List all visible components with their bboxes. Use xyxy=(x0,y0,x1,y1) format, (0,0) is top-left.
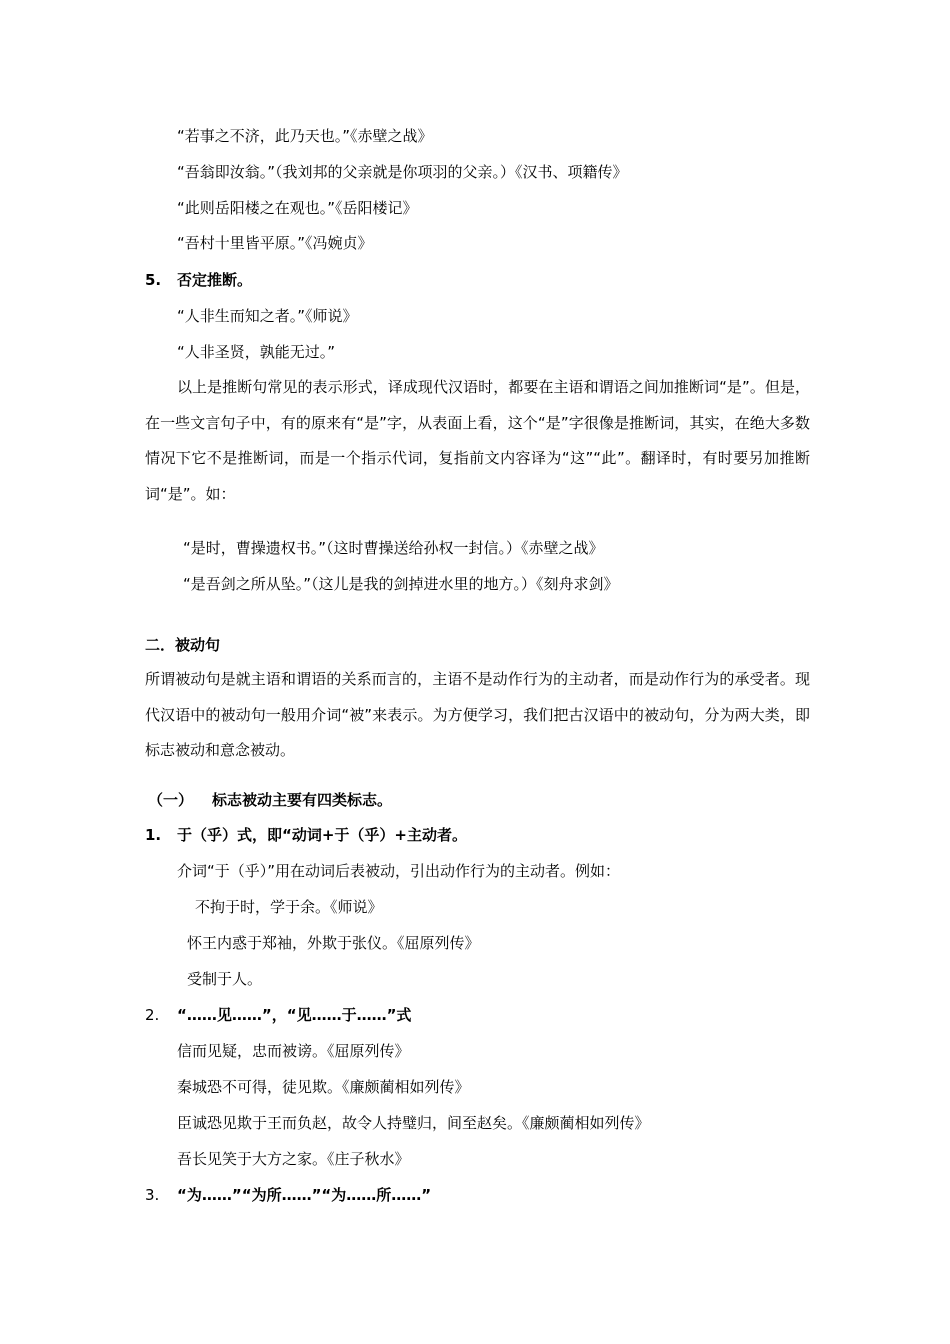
list-number: 1. xyxy=(145,826,162,844)
list-number: 5. xyxy=(145,271,162,289)
example-line: 信而见疑，忠而被谤。《屈原列传》 xyxy=(177,1042,410,1060)
quote-line: “人非圣贤，孰能无过。” xyxy=(177,343,336,361)
list-number: （一） xyxy=(148,791,194,809)
section-heading: 二．被动句 xyxy=(145,636,221,654)
paragraph: 所谓被动句是就主语和谓语的关系而言的，主语不是动作行为的主动者，而是动作行为的承受者。现代汉语中的被动句一般用介词“被”来表示。为方便学习，我们把古汉语中的被动句，分为两大类，即标志被动和意念被动。 xyxy=(145,670,810,759)
quote-line: “是吾剑之所从坠。”（这儿是我的剑掉进水里的地方。）《刻舟求剑》 xyxy=(183,575,619,593)
quote-line: “吾翁即汝翁。”（我刘邦的父亲就是你项羽的父亲。）《汉书、项籍传》 xyxy=(177,163,628,181)
example-line: 秦城恐不可得，徒见欺。《廉颇蔺相如列传》 xyxy=(177,1078,470,1096)
list-number: 3. xyxy=(145,1186,160,1204)
section-heading: 否定推断。 xyxy=(177,271,253,289)
example-line: 不拘于时，学于余。《师说》 xyxy=(195,898,383,916)
list-item-heading: 于（乎）式，即“动词+于（乎）+主动者。 xyxy=(177,826,467,844)
list-item-heading: “……见……”，“见……于……”式 xyxy=(177,1006,412,1024)
example-line: 怀王内惑于郑袖，外欺于张仪。《屈原列传》 xyxy=(187,934,480,952)
paragraph: 以上是推断句常见的表示形式，译成现代汉语时，都要在主语和谓语之间加推断词“是”。但是，在一些文言句子中，有的原来有“是”字，从表面上看，这个“是”字很像是推断词，其实，在绝大多数情况下它不是推断词，而是一个指示代词，复指前文内容译为“这”“此”。翻译时，有时要另加推断词“是”。如： xyxy=(145,378,810,503)
description-line: 介词“于（乎）”用在动词后表被动，引出动作行为的主动者。例如： xyxy=(177,862,621,880)
quote-line: “此则岳阳楼之在观也。”《岳阳楼记》 xyxy=(177,199,418,217)
quote-line: “若事之不济，此乃天也。”《赤壁之战》 xyxy=(177,127,433,145)
quote-line: “吾村十里皆平原。”《冯婉贞》 xyxy=(177,234,373,252)
example-line: 吾长见笑于大方之家。《庄子秋水》 xyxy=(177,1150,410,1168)
section-heading: 标志被动主要有四类标志。 xyxy=(212,791,393,809)
quote-line: “人非生而知之者。”《师说》 xyxy=(177,307,358,325)
list-number: 2. xyxy=(145,1006,160,1024)
list-item-heading: “为……”“为所……”“为……所……” xyxy=(177,1186,432,1204)
example-line: 受制于人。 xyxy=(187,970,263,988)
example-line: 臣诚恐见欺于王而负赵，故令人持璧归，间至赵矣。《廉颇蔺相如列传》 xyxy=(177,1114,650,1132)
quote-line: “是时，曹操遗权书。”（这时曹操送给孙权一封信。）《赤壁之战》 xyxy=(183,539,604,557)
